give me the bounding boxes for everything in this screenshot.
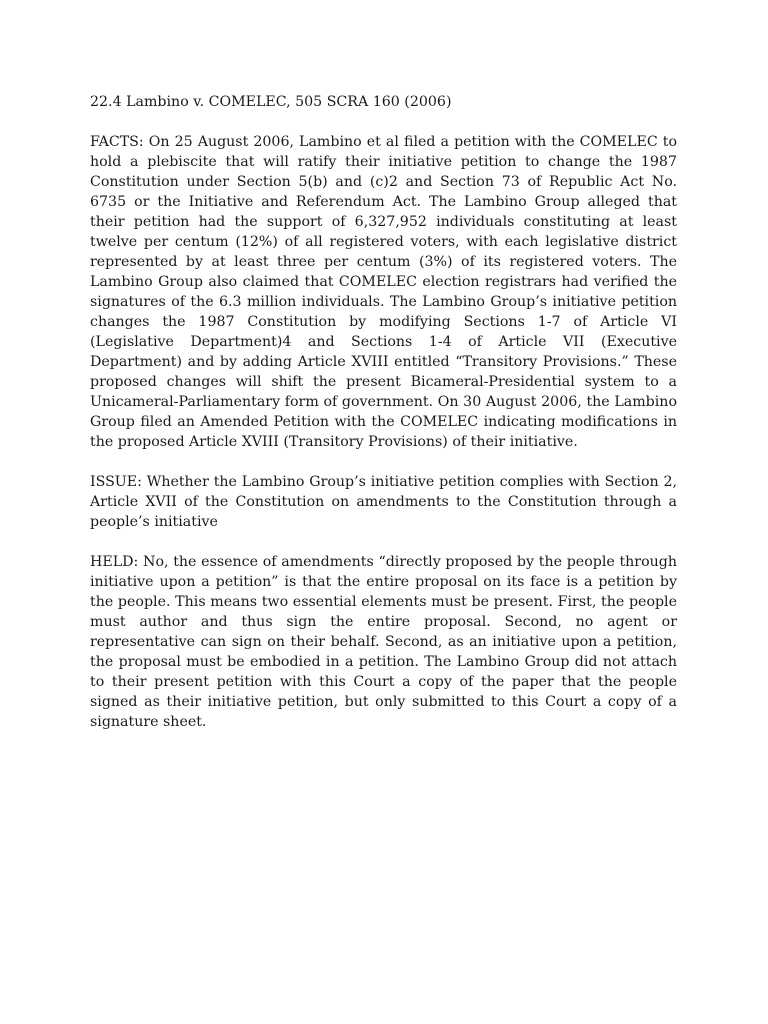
issue-paragraph: ISSUE: Whether the Lambino Group’s initiative petition complies with Section 2, Article XVII of the Constitution on amendments to the Constitution through a people’s initiative: [90, 474, 677, 530]
facts-paragraph: FACTS: On 25 August 2006, Lambino et al filed a petition with the COMELEC to hold a plebiscite that will ratify their initiative petition to change the 1987 Constitution under Section 5(b) and (c)2 and Section 73 of Republic Act No. 6735 or the Initiative and Referendum Act. The Lambino Group alleged that their petition had the support of 6,327,952 individuals constituting at least twelve per centum (12%) of all registered voters, with each legislative district represented by at least three per centum (3%) of its registered voters. The Lambino Group also claimed that COMELEC election registrars had verified the signatures of the 6.3 million individuals. The Lambino Group’s initiative petition changes the 1987 Constitution by modifying Sections 1-7 of Article VI (Legislative Department)4 and Sections 1-4 of Article VII (Executive Department) and by adding Article XVIII entitled “Transitory Provisions.” These proposed changes will shift the present Bicameral-Presidential system to a Unicameral-Parliamentary form of government. On 30 August 2006, the Lambino Group filed an Amended Petition with the COMELEC indicating modifications in the proposed Article XVIII (Transitory Provisions) of their initiative.: [90, 134, 677, 450]
document-page: [90, 92, 677, 752]
case-title: 22.4 Lambino v. COMELEC, 505 SCRA 160 (2006): [90, 94, 452, 110]
held-paragraph: HELD: No, the essence of amendments “directly proposed by the people through initiative upon a petition” is that the entire proposal on its face is a petition by the people. This means two essential elements must be present. First, the people must author and thus sign the entire proposal. Second, no agent or representative can sign on their behalf. Second, as an initiative upon a petition, the proposal must be embodied in a petition. The Lambino Group did not attach to their present petition with this Court a copy of the paper that the people signed as their initiative petition, but only submitted to this Court a copy of a signature sheet.: [90, 554, 677, 730]
